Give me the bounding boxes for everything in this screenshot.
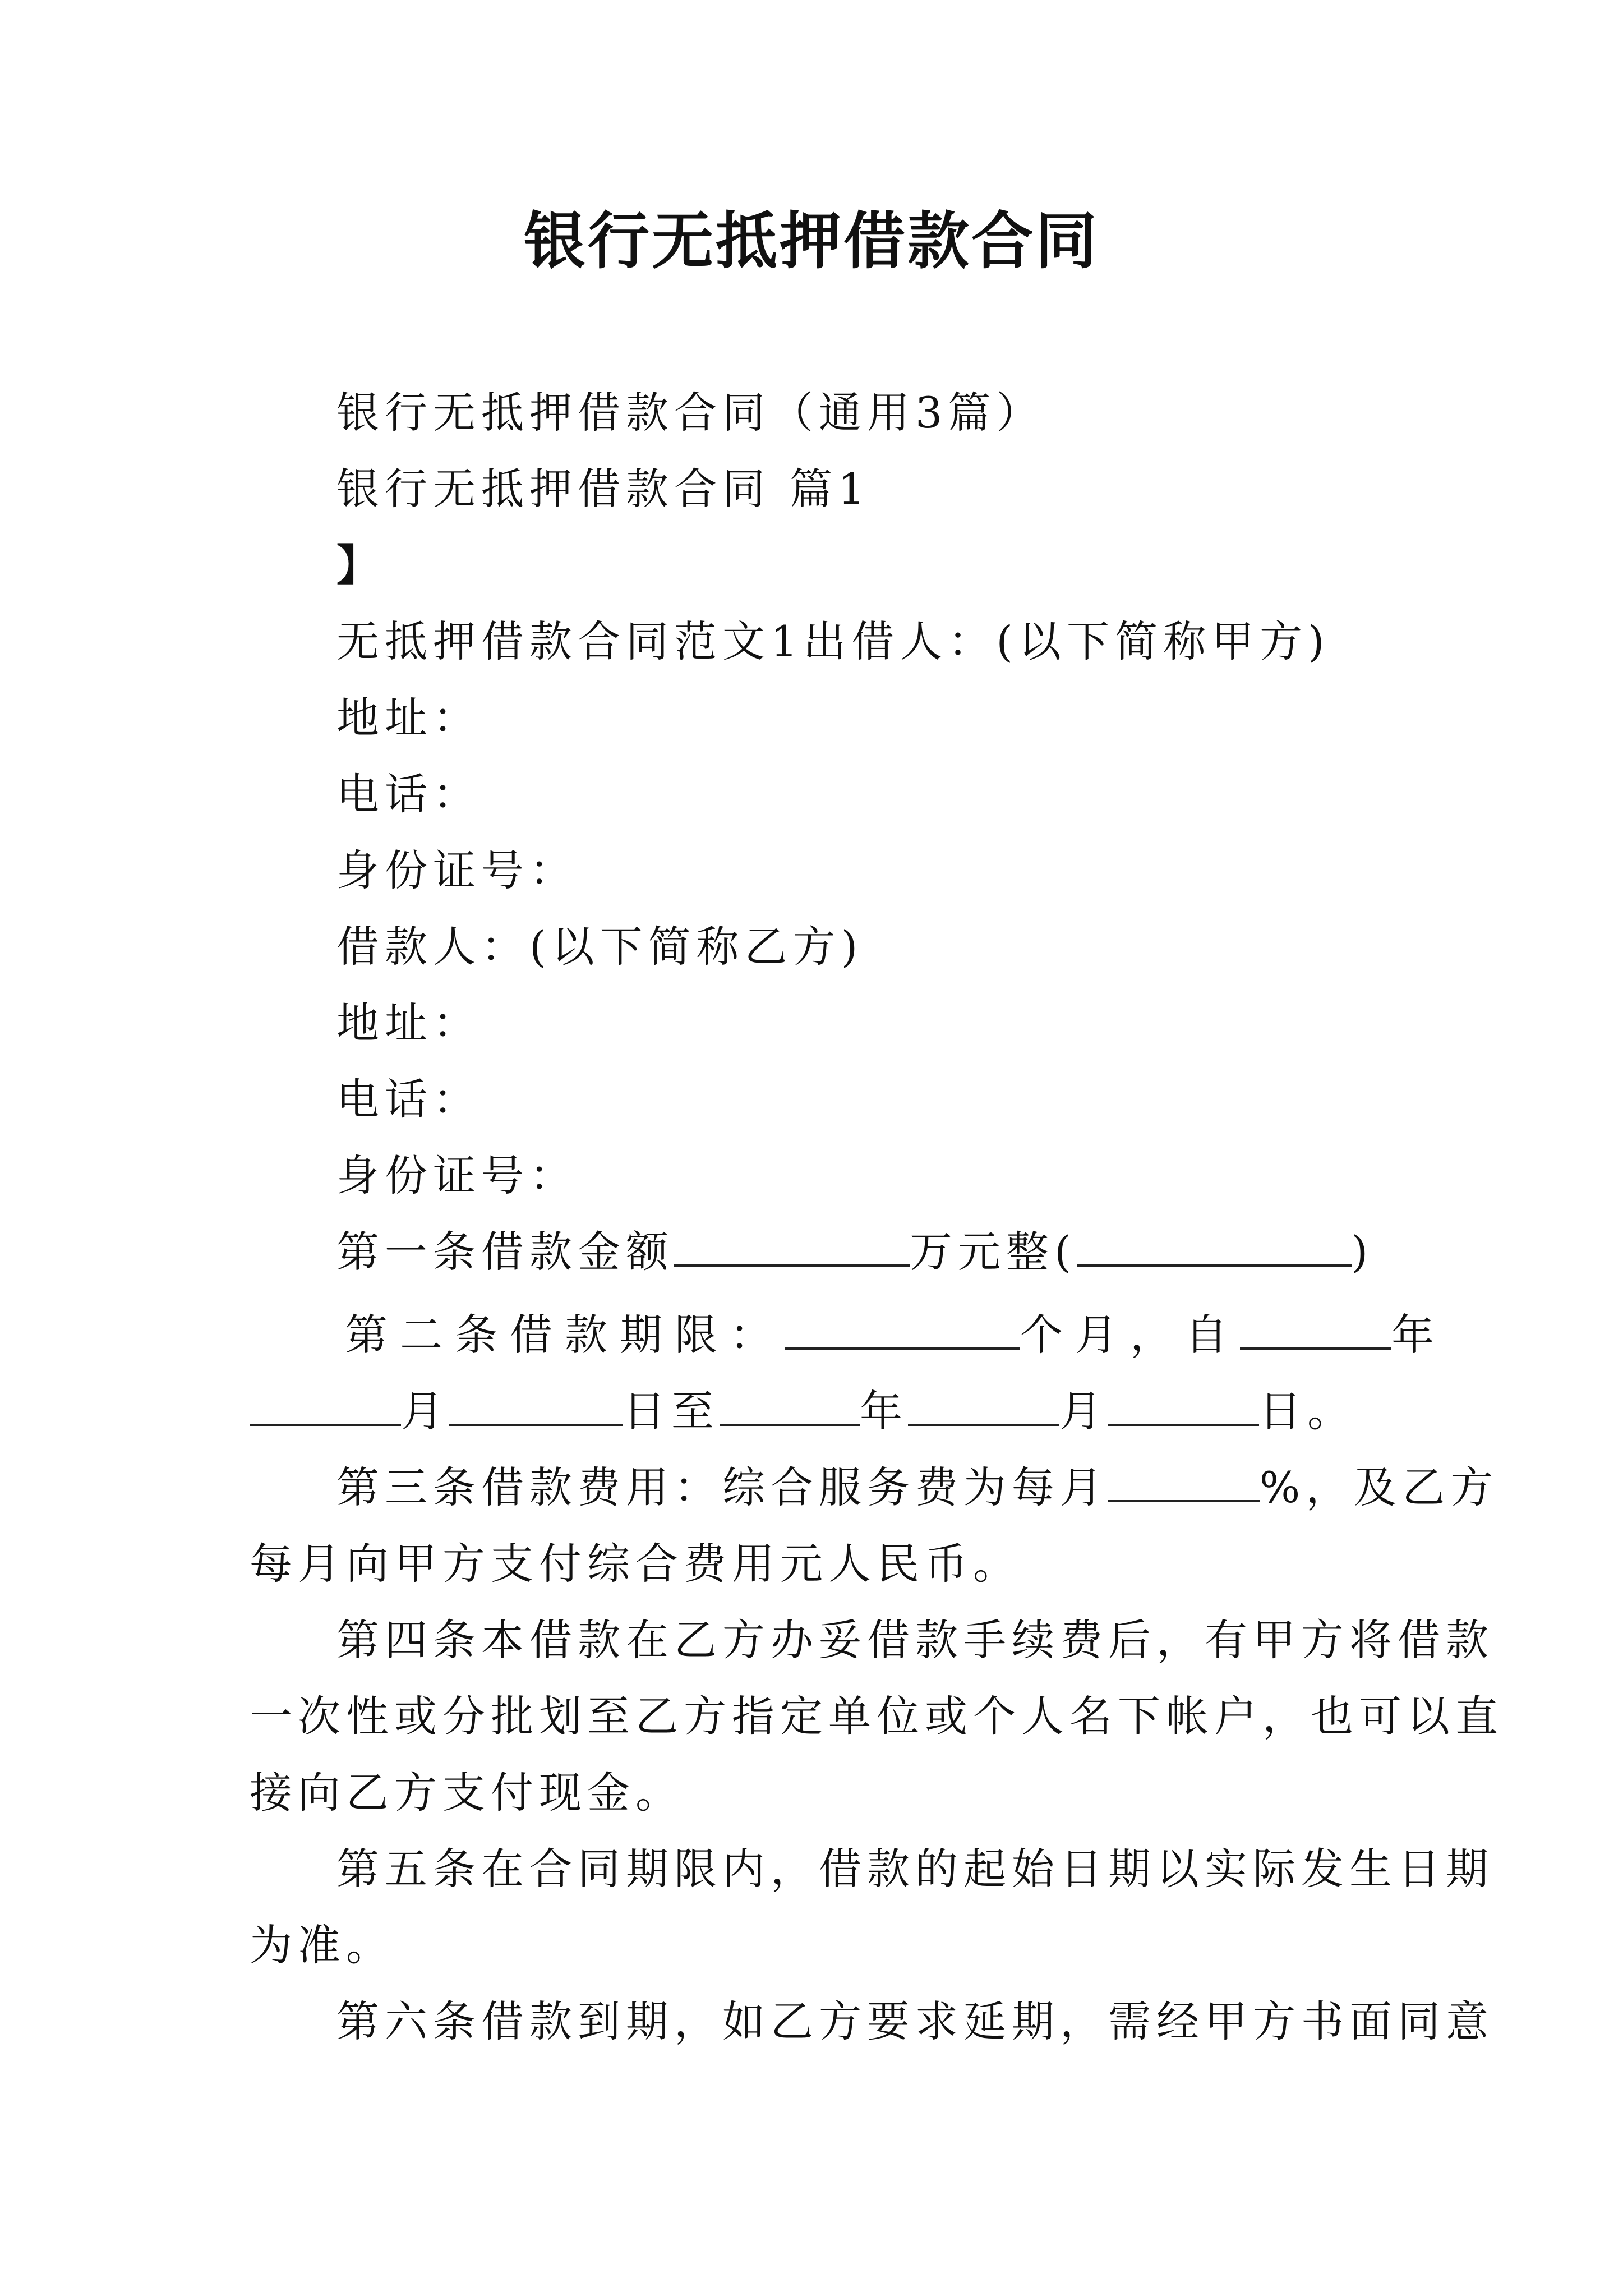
- article-2-month: 月: [401, 1386, 449, 1436]
- article-2-day-to: 日至: [623, 1386, 720, 1436]
- bracket-mark: 】: [336, 540, 385, 590]
- article-2-line-1: [345, 1307, 1446, 1363]
- article-4-line-2: 一次性或分批划至乙方指定单位或个人名下帐户，也可以直: [250, 1691, 1504, 1741]
- end-year-blank[interactable]: [720, 1383, 860, 1426]
- term-months-blank[interactable]: [785, 1307, 1020, 1350]
- article-1: [336, 1224, 1373, 1280]
- service-fee-blank[interactable]: [1108, 1460, 1260, 1502]
- document-title: 银行无抵押借款合同: [524, 205, 1099, 277]
- article-2-year2: 年: [860, 1386, 908, 1436]
- lender-id: 身份证号：: [336, 845, 578, 895]
- amount-blank[interactable]: [674, 1224, 910, 1267]
- start-day-blank[interactable]: [449, 1383, 623, 1426]
- article-4-line-1: 第四条本借款在乙方办妥借款手续费后，有甲方将借款: [336, 1615, 1494, 1665]
- borrower-id: 身份证号：: [336, 1151, 578, 1200]
- borrower-address: 地址：: [336, 998, 481, 1048]
- article-3-prefix: 第三条借款费用：综合服务费为每月: [336, 1462, 1108, 1512]
- article-1-mid: 万元整(: [910, 1227, 1077, 1277]
- lender-intro: 无抵押借款合同范文1出借人：(以下简称甲方): [336, 616, 1330, 666]
- borrower-phone: 电话：: [336, 1074, 481, 1124]
- article-2-line-2: [250, 1383, 1355, 1439]
- start-month-blank[interactable]: [250, 1383, 401, 1426]
- end-month-blank[interactable]: [908, 1383, 1059, 1426]
- article-2-year: 年: [1391, 1310, 1446, 1360]
- article-3-line-1: [336, 1460, 1498, 1516]
- document-subtitle: 银行无抵押借款合同（通用3篇）: [336, 388, 1045, 438]
- start-year-blank[interactable]: [1240, 1307, 1391, 1350]
- article-6-line-1: 第六条借款到期，如乙方要求延期，需经甲方书面同意: [336, 1996, 1494, 2046]
- article-3-line-2: 每月向甲方支付综合费用元人民币。: [250, 1539, 1021, 1589]
- borrower-intro: 借款人：(以下简称乙方): [336, 922, 864, 972]
- article-2-prefix: 第二条借款期限：: [345, 1310, 785, 1360]
- article-2-months: 个月，自: [1020, 1310, 1240, 1360]
- end-day-blank[interactable]: [1108, 1383, 1259, 1426]
- article-4-line-3: 接向乙方支付现金。: [250, 1768, 684, 1818]
- section-heading: 银行无抵押借款合同 篇1: [336, 464, 871, 514]
- article-1-suffix: ): [1351, 1227, 1374, 1277]
- article-5-line-2: 为准。: [250, 1920, 394, 1970]
- amount-words-blank[interactable]: [1077, 1224, 1352, 1267]
- article-2-month2: 月: [1059, 1386, 1108, 1436]
- lender-phone: 电话：: [336, 769, 481, 819]
- article-2-day-end: 日。: [1259, 1386, 1355, 1436]
- article-1-prefix: 第一条借款金额: [336, 1227, 674, 1277]
- article-5-line-1: 第五条在合同期限内，借款的起始日期以实际发生日期: [336, 1844, 1494, 1894]
- article-3-suffix: %，及乙方: [1260, 1462, 1499, 1512]
- lender-address: 地址：: [336, 693, 481, 743]
